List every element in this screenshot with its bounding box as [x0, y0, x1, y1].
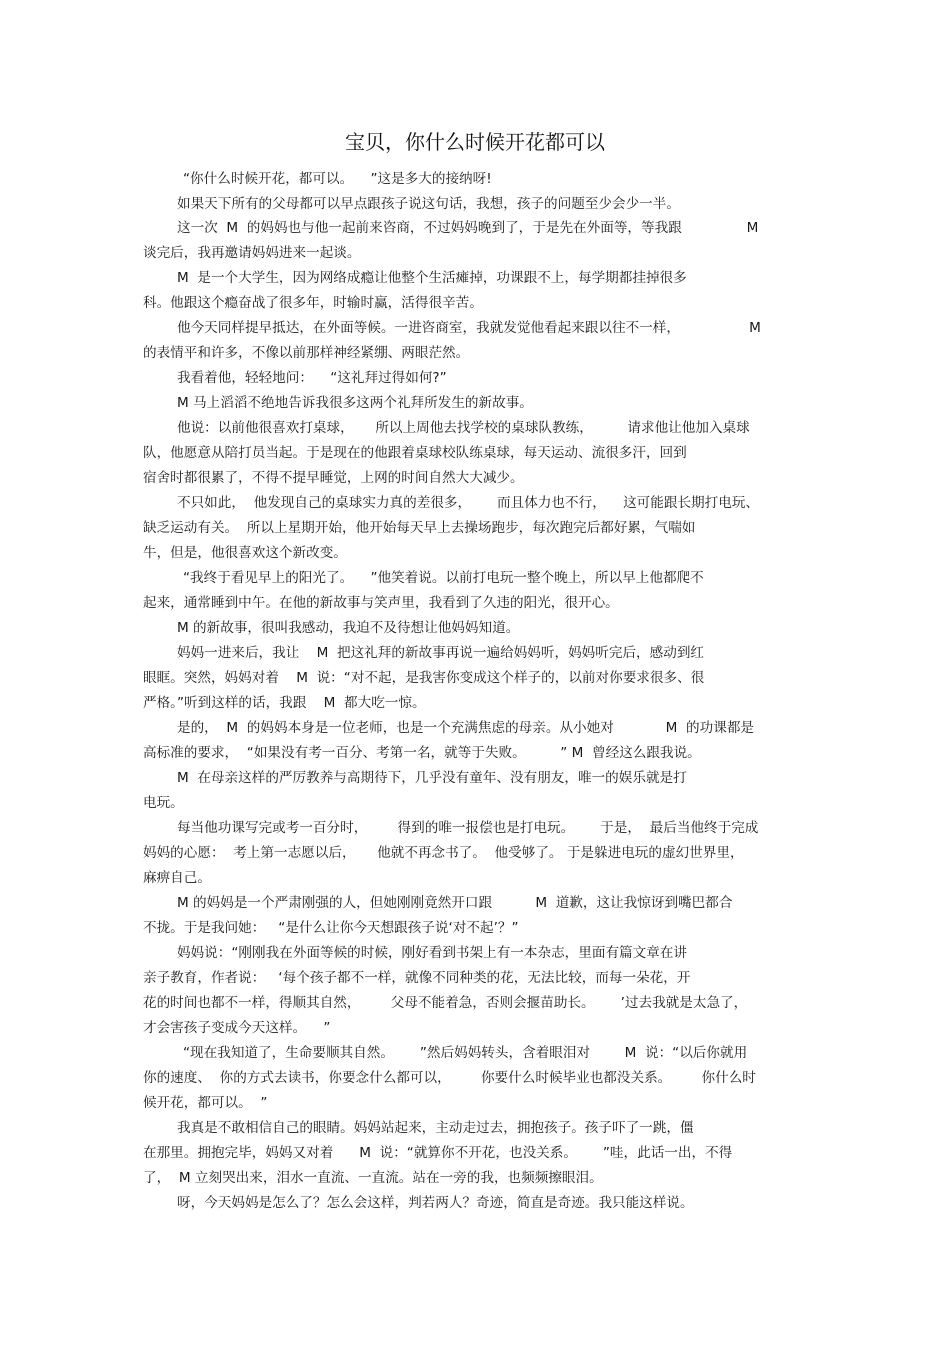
paragraph-line: “现在我知道了，生命要顺其自然。 ”然后妈妈转头，含着眼泪对 M 说：“以后你就用	[183, 1045, 748, 1061]
paragraph-line: M 的新故事，很叫我感动，我迫不及待想让他妈妈知道。	[177, 620, 520, 636]
paragraph-line: 才会害孩子变成今天这样。 ”	[143, 1020, 331, 1036]
paragraph-line: 你的速度、 你的方式去读书，你要念什么都可以， 你要什么时候毕业也都没关系。 你什么时	[143, 1070, 756, 1086]
paragraph-line: 妈妈的心愿： 考上第一志愿以后， 他就不再念书了。 他受够了。 于是躲进电玩的虚幻世界里，	[143, 845, 744, 861]
paragraph-line: 不拢。于是我问她： “是什么让你今天想跟孩子说‘对不起’？”	[143, 920, 519, 936]
paragraph-line: 每当他功课写完或考一百分时， 得到的唯一报偿也是打电玩。 于是， 最后当他终于完成	[177, 820, 759, 836]
paragraph-line: M 的妈妈是一个严肃刚强的人，但她刚刚竟然开口跟 M 道歉，这让我惊讶到嘴巴都合	[177, 895, 733, 911]
paragraph-line: M 马上滔滔不绝地告诉我很多这两个礼拜所发生的新故事。	[177, 395, 533, 411]
paragraph-line: M 是一个大学生，因为网络成瘾让他整个生活瘫掉，功课跟不上，每学期都挂掉很多	[177, 270, 687, 286]
paragraph-line: 起来，通常睡到中午。在他的新故事与笑声里，我看到了久违的阳光，很开心。	[143, 595, 619, 611]
paragraph-line: 的表情平和许多，不像以前那样神经紧绷、两眼茫然。	[143, 345, 470, 361]
paragraph-line: 宿舍时都很累了，不得不提早睡觉，上网的时间自然大大减少。	[143, 470, 524, 486]
paragraph-line: 不只如此， 他发现自己的桌球实力真的差很多， 而且体力也不行， 这可能跟长期打电玩、	[177, 495, 760, 511]
paragraph-line: 我真是不敢相信自己的眼睛。妈妈站起来，主动走过去，拥抱孩子。孩子吓了一跳，僵	[177, 1120, 694, 1136]
paragraph-line: 严格。”听到这样的话，我跟 M 都大吃一惊。	[143, 695, 426, 711]
paragraph-line: M 在母亲这样的严厉教养与高期待下，几乎没有童年、没有朋友，唯一的娱乐就是打	[177, 770, 687, 786]
paragraph-line: 花的时间也都不一样，得顺其自然， 父母不能着急，否则会揠苗助长。 ’过去我就是太急了，	[143, 995, 748, 1011]
article-title: 宝贝，你什么时候开花都可以	[345, 130, 605, 154]
paragraph-line: 我看着他，轻轻地问： “这礼拜过得如何?”	[177, 370, 447, 386]
paragraph-line: 他今天同样提早抵达，在外面等候。一进咨商室，我就发觉他看起来跟以往不一样， M	[177, 320, 761, 336]
paragraph-line: 如果天下所有的父母都可以早点跟孩子说这句话，我想，孩子的问题至少会少一半。	[177, 196, 680, 212]
paragraph-line: 候开花，都可以。 ”	[143, 1095, 268, 1111]
paragraph-line: 妈妈一进来后，我让 M 把这礼拜的新故事再说一遍给妈妈听，妈妈听完后，感动到红	[177, 645, 705, 661]
paragraph-line: 眼眶。突然，妈妈对着 M 说：“对不起，是我害你变成这个样子的，以前对你要求很多、很	[143, 670, 705, 686]
paragraph-line: 是的， M 的妈妈本身是一位老师，也是一个充满焦虑的母亲。从小她对 M 的功课都是	[177, 720, 755, 736]
paragraph-line: 妈妈说：“刚刚我在外面等候的时候，刚好看到书架上有一本杂志，里面有篇文章在讲	[177, 945, 688, 961]
paragraph-line: 谈完后，我再邀请妈妈进来一起谈。	[143, 245, 361, 261]
paragraph-line: 这一次 M 的妈妈也与他一起前来咨商，不过妈妈晚到了，于是先在外面等，等我跟 M	[177, 220, 759, 236]
paragraph-line: 在那里。拥抱完毕，妈妈又对着 M 说：“就算你不开花，也没关系。 ”哇，此话一出，不得	[143, 1145, 733, 1161]
paragraph-line: 他说：以前他很喜欢打桌球， 所以上周他去找学校的桌球队教练， 请求他让他加入桌球	[177, 420, 750, 436]
paragraph-line: 牛，但是，他很喜欢这个新改变。	[143, 545, 347, 561]
paragraph-line: 亲子教育，作者说： ‘每个孩子都不一样，就像不同种类的花，无法比较，而每一朵花，开	[143, 970, 691, 986]
paragraph-line: 麻痹自己。	[143, 870, 211, 886]
paragraph-line: “你什么时候开花，都可以。 ”这是多大的接纳呀!	[183, 171, 492, 187]
paragraph-line: 缺乏运动有关。 所以上星期开始，他开始每天早上去操场跑步，每次跑完后都好累，气喘如	[143, 520, 696, 536]
paragraph-line: “我终于看见早上的阳光了。 ”他笑着说。以前打电玩一整个晚上，所以早上他都爬不	[183, 570, 704, 586]
paragraph-line: 队，他愿意从陪打员当起。于是现在的他跟着桌球校队练桌球，每天运动、流很多汗，回到	[143, 445, 687, 461]
paragraph-line: 呀，今天妈妈是怎么了？怎么会这样，判若两人？奇迹，简直是奇迹。我只能这样说。	[177, 1195, 694, 1211]
paragraph-line: 科。他跟这个瘾奋战了很多年，时输时赢，活得很辛苦。	[143, 295, 483, 311]
paragraph-line: 高标准的要求， “如果没有考一百分、考第一名，就等于失败。 ” M 曾经这么跟我说。	[143, 745, 701, 761]
paragraph-line: 了， M 立刻哭出来，泪水一直流、一直流。站在一旁的我，也频频擦眼泪。	[143, 1170, 603, 1186]
paragraph-line: 电玩。	[143, 795, 184, 811]
